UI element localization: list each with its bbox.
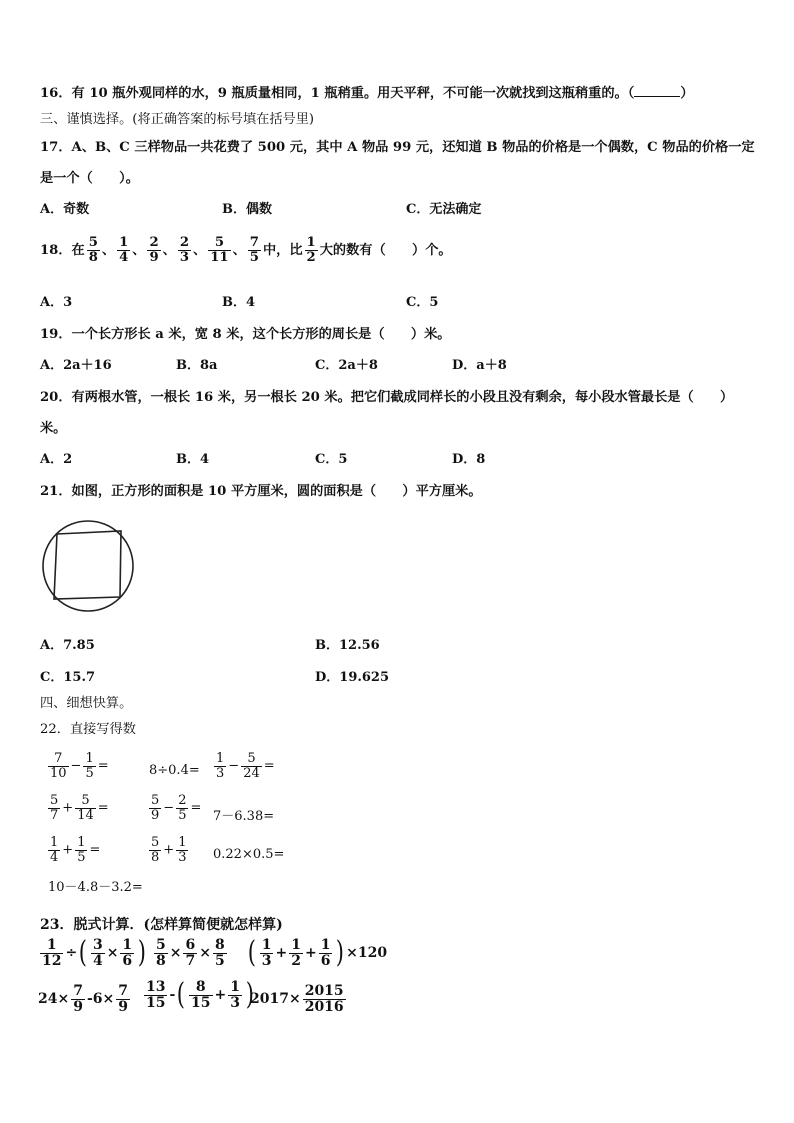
fraction: $\frac{5}{11}$ (210, 235, 229, 265)
fraction: $\frac{7}{5}$ (249, 235, 259, 265)
calc23-item-3: ( $\frac{1}{3}$ + $\frac{1}{2}$ + $\frac{1}{6}$ ) ×120 (247, 935, 388, 971)
q18-option-b[interactable]: B．4 (222, 295, 256, 310)
q19-option-d[interactable]: D．a＋8 (452, 358, 507, 373)
calc23-item-6: 2017× $\frac{2015}{2016}$ (250, 983, 344, 1015)
calc-item-6: 7－6.38= (213, 809, 275, 824)
question-21: 21．如图，正方形的面积是 10 平方厘米，圆的面积是（ ）平方厘米。 (40, 484, 482, 499)
q21-option-b[interactable]: B．12.56 (315, 638, 380, 653)
calc-item-5: $\frac{5}{9}$ − $\frac{2}{5}$ = (151, 793, 202, 823)
calc23-item-1: $\frac{1}{12}$ ÷( $\frac{3}{4}$ × $\frac{1}{6}$ ) (42, 935, 147, 971)
question-20-line1: 20．有两根水管，一根长 16 米，另一根长 20 米。把它们截成同样长的小段且没有剩余，每小段水管最长是（ ） (40, 390, 734, 405)
q21-option-a[interactable]: A．7.85 (40, 638, 95, 653)
q18-option-c[interactable]: C．5 (406, 295, 439, 310)
q20-option-b[interactable]: B．4 (176, 452, 210, 467)
calc-item-7: $\frac{1}{4}$ + $\frac{1}{5}$ = (50, 835, 101, 865)
q20-option-d[interactable]: D．8 (452, 452, 486, 467)
q18-suffix: 大的数有（ ）个。 (319, 242, 452, 258)
fraction-reference: $\frac{1}{2}$ (306, 235, 316, 265)
calc23-item-5: $\frac{13}{15}$ -( $\frac{8}{15}$ + $\frac{1}{3}$ ) (146, 977, 254, 1013)
question-16-tail: ） (680, 86, 694, 101)
question-20-line2: 米。 (40, 421, 67, 436)
q18-option-a[interactable]: A．3 (40, 295, 73, 310)
section-4-heading: 四、细想快算。 (40, 696, 133, 711)
answer-blank[interactable] (634, 84, 680, 97)
calc-item-9: 0.22×0.5= (213, 847, 285, 862)
question-19: 19．一个长方形长 a 米，宽 8 米，这个长方形的周长是（ ）米。 (40, 327, 451, 342)
fraction: $\frac{1}{4}$ (119, 235, 129, 265)
question-16 (40, 82, 694, 101)
question-22-title: 22．直接写得数 (40, 722, 136, 737)
question-18: 18．在 $\frac{5}{8}$ 、 $\frac{1}{4}$ 、 $\frac{2}{9}$ 、 $\frac{2}{3}$ 、 $\frac{5}{11}$ 、 $\frac{7}{5}$ 中，比 $\frac{1}{2}$ 大的数有（ ）个。 (40, 235, 452, 265)
fraction: $\frac{2}{3}$ (179, 235, 190, 265)
calc-item-10: 10－4.8－3.2= (48, 880, 143, 895)
fraction: $\frac{5}{8}$ (88, 235, 98, 265)
q17-option-b[interactable]: B．偶数 (222, 202, 272, 217)
section-3-heading: 三、谨慎选择。(将正确答案的标号填在括号里) (40, 112, 315, 127)
q21-option-c[interactable]: C．15.7 (40, 670, 96, 685)
calc23-item-4: 24× $\frac{7}{9}$ -6× $\frac{7}{9}$ (38, 983, 129, 1015)
q17-option-a[interactable]: A．奇数 (40, 202, 90, 217)
calc-item-8: $\frac{5}{8}$ + $\frac{1}{3}$ (151, 835, 187, 865)
question-16-text: 16．有 10 瓶外观同样的水，9 瓶质量相同，1 瓶稍重。用天平秤，不可能一次就找到这瓶稍重的。（ (40, 86, 635, 101)
question-23-title: 23．脱式计算．(怎样算简便就怎样算) (40, 917, 283, 933)
q18-prefix: 18．在 (40, 242, 85, 258)
fraction: $\frac{2}{9}$ (149, 235, 159, 265)
question-17-line2: 是一个（ ）。 (40, 171, 139, 186)
q18-mid: 中，比 (262, 242, 303, 258)
calc-item-3: $\frac{1}{3}$ − $\frac{5}{24}$ = (216, 751, 275, 781)
q20-option-c[interactable]: C．5 (315, 452, 348, 467)
calc23-item-2: $\frac{5}{8}$ × $\frac{6}{7}$ × $\frac{8}{5}$ (156, 937, 225, 969)
question-17-line1: 17．A、B、C 三样物品一共花费了 500 元，其中 A 物品 99 元，还知道 B 物品的价格是一个偶数，C 物品的价格一定 (40, 140, 755, 155)
circle-square-figure (40, 518, 136, 614)
calc-item-2: 8÷0.4= (149, 763, 200, 778)
calc-item-1: $\frac{7}{10}$ − $\frac{1}{5}$ = (50, 751, 109, 781)
calc-item-4: $\frac{5}{7}$ + $\frac{5}{14}$ = (50, 793, 109, 823)
q19-option-a[interactable]: A．2a＋16 (40, 358, 112, 373)
q17-option-c[interactable]: C．无法确定 (406, 202, 482, 217)
q20-option-a[interactable]: A．2 (40, 452, 73, 467)
q21-option-d[interactable]: D．19.625 (315, 670, 390, 685)
q19-option-b[interactable]: B．8a (176, 358, 218, 373)
q19-option-c[interactable]: C．2a＋8 (315, 358, 378, 373)
